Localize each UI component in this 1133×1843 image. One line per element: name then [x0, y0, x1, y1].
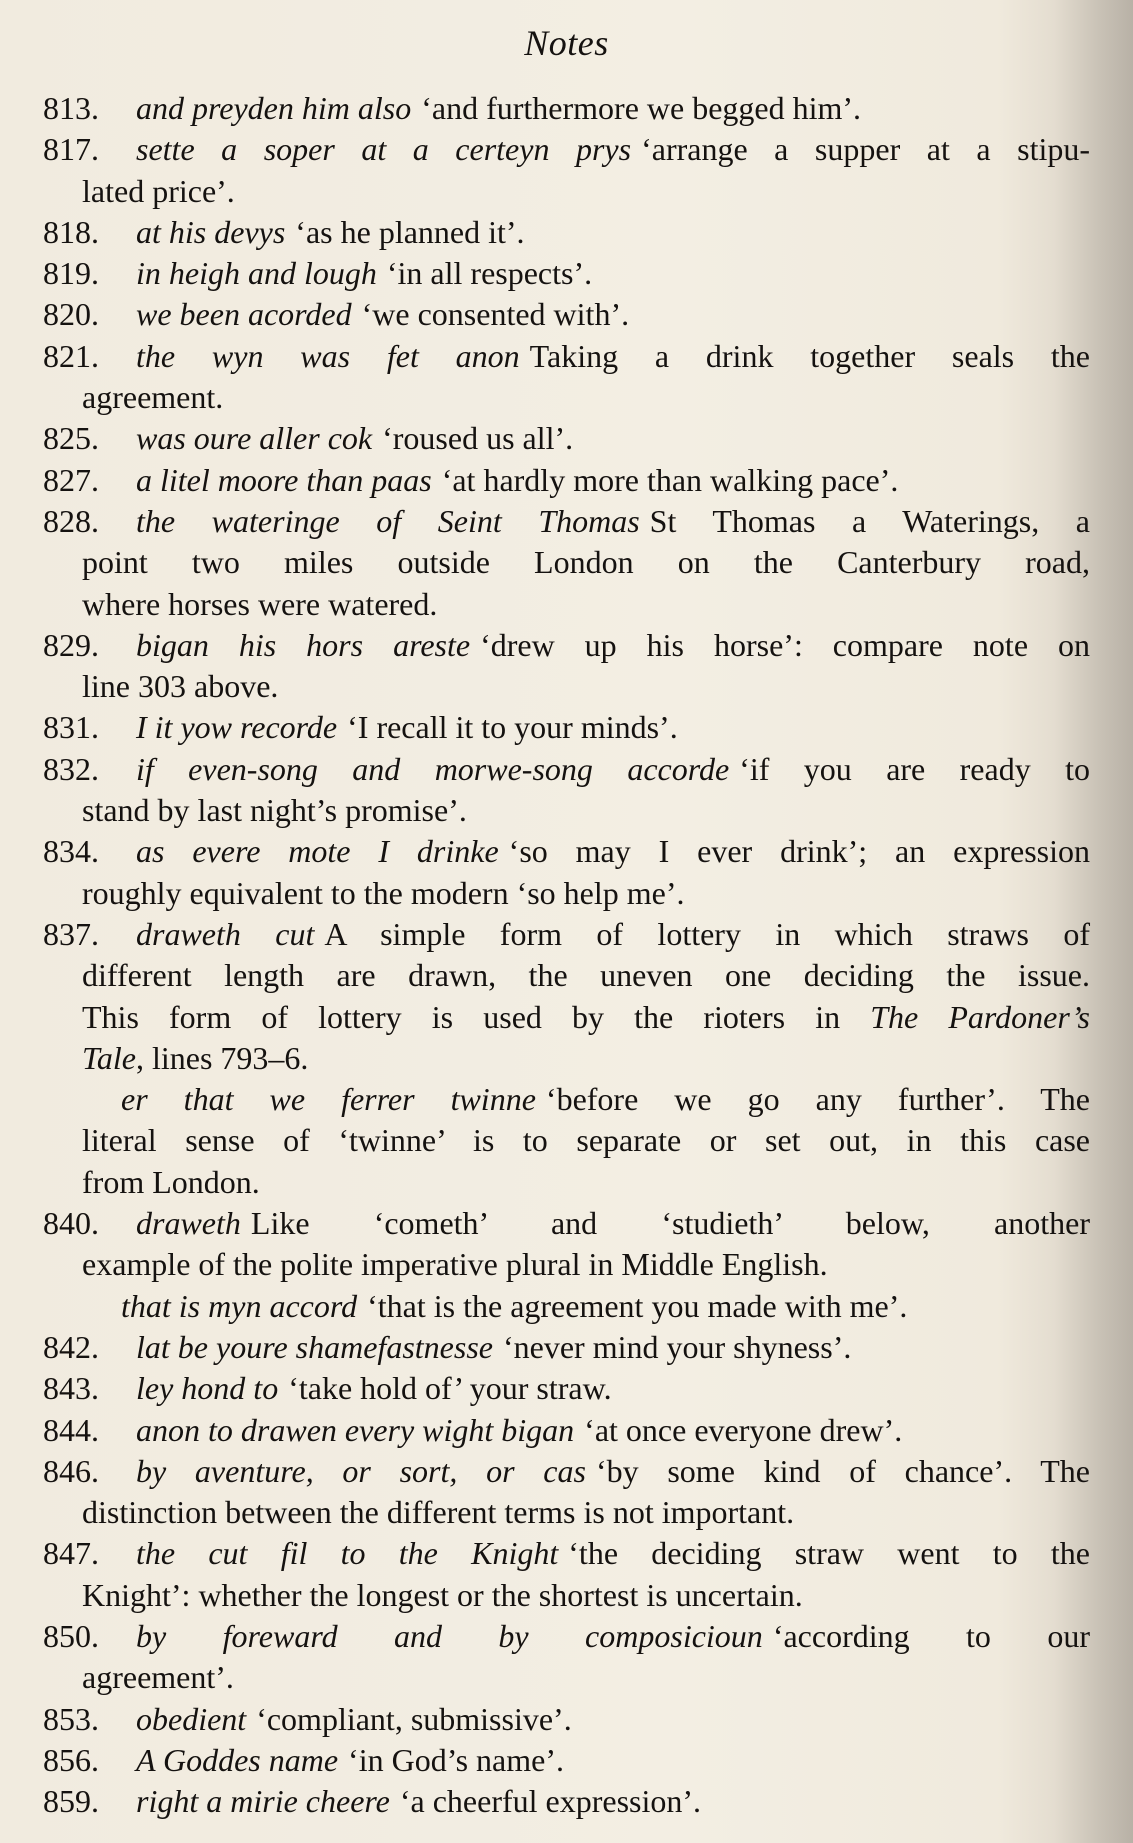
line-number: 842.: [43, 1328, 99, 1365]
note-line: [43, 1781, 1090, 1822]
middle-english-phrase: by foreward and by composicioun: [136, 1617, 763, 1654]
note-continuation-line: line 303 above.: [82, 668, 279, 705]
line-number: 813.: [43, 90, 99, 126]
note-continuation-line: different length are drawn, the uneven one deciding the issue.: [82, 957, 1090, 994]
note-entry: [43, 1616, 1090, 1699]
line-number: 834.: [43, 833, 99, 870]
page-title: Notes: [524, 23, 609, 63]
note-continuation-line: where horses were watered.: [82, 585, 438, 622]
line-number: 828.: [43, 502, 99, 539]
note-line: [43, 831, 1090, 872]
middle-english-phrase: draweth: [136, 1205, 241, 1242]
middle-english-phrase: at his devys: [136, 213, 286, 250]
note-continuation-line: distinction between the different terms is not important.: [82, 1494, 795, 1531]
line-number: 832.: [43, 750, 99, 787]
note-entry: [43, 1699, 1090, 1740]
note-line: [43, 294, 1090, 335]
note-line: [43, 1740, 1090, 1781]
note-line: [43, 418, 1090, 459]
note-continuation-line: Tale, lines 793–6.: [82, 1039, 309, 1076]
note-entry: [43, 1533, 1090, 1616]
middle-english-phrase: A Goddes name: [136, 1741, 339, 1778]
gloss-text: ‘at once everyone drew’.: [584, 1411, 903, 1448]
middle-english-phrase: the cut fil to the Knight: [136, 1535, 559, 1572]
line-number: 821.: [43, 337, 99, 374]
note-entry: [43, 707, 1090, 748]
gloss-text: ‘the deciding straw went to the: [568, 1535, 1090, 1572]
middle-english-phrase: the wateringe of Seint Thomas: [136, 502, 640, 539]
gloss-text: ‘in God’s name’.: [348, 1741, 564, 1778]
note-entry: [43, 831, 1090, 914]
note-line: [43, 1079, 1090, 1120]
note-line: [43, 88, 1090, 129]
gloss-text: ‘compliant, submissive’.: [256, 1700, 572, 1737]
gloss-text: ‘roused us all’.: [382, 420, 574, 457]
middle-english-phrase: that is myn accord: [121, 1287, 358, 1324]
gloss-text: ‘at hardly more than walking pace’.: [441, 461, 899, 498]
note-line: [43, 253, 1090, 294]
note-continuation-line: Knight’: whether the longest or the shortest is uncertain.: [82, 1576, 803, 1613]
middle-english-phrase: a litel moore than paas: [136, 461, 432, 498]
note-line: [43, 707, 1090, 748]
line-number: 847.: [43, 1535, 99, 1572]
gloss-text: ‘before we go any further’. The: [545, 1081, 1091, 1118]
note-line: [43, 1368, 1090, 1409]
line-number: 825.: [43, 420, 99, 457]
note-entry: [43, 501, 1090, 625]
notes-list: [43, 88, 1090, 1822]
note-entry: [43, 1781, 1090, 1822]
note-entry: [43, 294, 1090, 335]
gloss-text: ‘so may I ever drink’; an expression: [508, 833, 1091, 870]
line-number: 819.: [43, 255, 99, 292]
note-entry: [43, 1286, 1090, 1327]
note-entry: [43, 1203, 1090, 1286]
gloss-text: Like ‘cometh’ and ‘studieth’ below, another: [250, 1205, 1090, 1242]
note-line: [43, 501, 1090, 542]
line-number: 820.: [43, 296, 99, 333]
gloss-text: ‘that is the agreement you made with me’.: [367, 1287, 908, 1324]
note-line: [43, 914, 1090, 955]
gloss-text: Taking a drink together seals the: [529, 337, 1091, 374]
gloss-text: ‘drew up his horse’: compare note on: [480, 626, 1090, 663]
note-continuation-line: agreement.: [82, 379, 224, 416]
note-line: [43, 1410, 1090, 1451]
line-number: 853.: [43, 1700, 99, 1737]
middle-english-phrase: was oure aller cok: [136, 420, 373, 457]
middle-english-phrase: ley hond to: [136, 1370, 279, 1407]
middle-english-phrase: we been acorded: [136, 296, 352, 333]
gloss-text: A simple form of lottery in which straws of: [324, 915, 1091, 952]
note-entry: [43, 749, 1090, 832]
line-number: 831.: [43, 709, 99, 746]
line-number: 856.: [43, 1741, 99, 1778]
middle-english-phrase: as evere mote I drinke: [136, 833, 499, 870]
note-line: [43, 749, 1090, 790]
gloss-text: ‘and furthermore we begged him’.: [421, 90, 862, 126]
gloss-text: ‘never mind your shyness’.: [502, 1328, 852, 1365]
note-continuation-line: roughly equivalent to the modern ‘so help me’.: [82, 874, 685, 911]
note-entry: [43, 212, 1090, 253]
line-number: 840.: [43, 1205, 99, 1242]
note-continuation-line: literal sense of ‘twinne’ is to separate or set out, in this case: [82, 1122, 1090, 1159]
gloss-text: ‘if you are ready to: [739, 750, 1090, 787]
line-number: 817.: [43, 131, 99, 168]
note-entry: [43, 1368, 1090, 1409]
gloss-text: ‘according to our: [772, 1617, 1091, 1654]
note-entry: [43, 460, 1090, 501]
middle-english-phrase: if even-song and morwe-song accorde: [136, 750, 730, 787]
note-entry: [43, 418, 1090, 459]
italic-title: The Pardoner’s: [870, 998, 1091, 1035]
middle-english-phrase: obedient: [136, 1700, 247, 1737]
line-number: 844.: [43, 1411, 99, 1448]
gloss-text: ‘as he planned it’.: [295, 213, 525, 250]
note-entry: [43, 1327, 1090, 1368]
note-line: [43, 1327, 1090, 1368]
note-line: [43, 1451, 1090, 1492]
line-number: 843.: [43, 1370, 99, 1407]
gloss-text: ‘a cheerful expression’.: [399, 1783, 702, 1820]
line-number: 837.: [43, 915, 99, 952]
middle-english-phrase: the wyn was fet anon: [136, 337, 520, 374]
gloss-text: ‘take hold of’ your straw.: [288, 1370, 612, 1407]
note-entry: [43, 336, 1090, 419]
gloss-text: ‘in all respects’.: [386, 255, 593, 292]
line-number: 827.: [43, 461, 99, 498]
middle-english-phrase: draweth cut: [136, 915, 315, 952]
gloss-text: St Thomas a Waterings, a: [649, 502, 1090, 539]
note-entry: [43, 1451, 1090, 1534]
middle-english-phrase: right a mirie cheere: [136, 1783, 390, 1820]
italic-title: Tale: [82, 1039, 136, 1076]
note-line: [43, 1286, 1090, 1327]
note-continuation-line: stand by last night’s promise’.: [82, 792, 467, 829]
gloss-text: ‘we consented with’.: [361, 296, 630, 333]
line-number: 818.: [43, 213, 99, 250]
note-line: [43, 1699, 1090, 1740]
gloss-text: ‘I recall it to your minds’.: [347, 709, 678, 746]
note-entry: [43, 1740, 1090, 1781]
note-line: [43, 625, 1090, 666]
middle-english-phrase: and preyden him also: [136, 90, 412, 126]
line-number: 850.: [43, 1617, 99, 1654]
note-continuation-line: point two miles outside London on the Canterbury road,: [82, 544, 1090, 581]
note-line: [43, 336, 1090, 377]
note-entry: [43, 253, 1090, 294]
gloss-text: ‘arrange a supper at a stipu-: [641, 131, 1091, 168]
note-line: [43, 129, 1090, 170]
line-number: 846.: [43, 1452, 99, 1489]
line-number: 859.: [43, 1783, 99, 1820]
gloss-text: ‘by some kind of chance’. The: [595, 1452, 1091, 1489]
middle-english-phrase: er that we ferrer twinne: [121, 1081, 536, 1118]
middle-english-phrase: I it yow recorde: [136, 709, 338, 746]
middle-english-phrase: by aventure, or sort, or cas: [136, 1452, 586, 1489]
note-continuation-line: agreement’.: [82, 1659, 234, 1696]
middle-english-phrase: anon to drawen every wight bigan: [136, 1411, 575, 1448]
note-continuation-line: lated price’.: [82, 172, 235, 209]
note-line: [43, 212, 1090, 253]
note-entry: [43, 129, 1090, 212]
note-continuation-line: example of the polite imperative plural in Middle English.: [82, 1246, 828, 1283]
note-line: [43, 1616, 1090, 1657]
middle-english-phrase: sette a soper at a certeyn prys: [136, 131, 632, 168]
note-entry: [43, 88, 1090, 129]
middle-english-phrase: bigan his hors areste: [136, 626, 471, 663]
note-entry: [43, 625, 1090, 708]
middle-english-phrase: lat be youre shamefastnesse: [136, 1328, 493, 1365]
note-entry: [43, 1079, 1090, 1203]
note-line: [43, 1533, 1090, 1574]
note-entry: [43, 1410, 1090, 1451]
note-entry: [43, 914, 1090, 1079]
note-line: [43, 460, 1090, 501]
line-number: 829.: [43, 626, 99, 663]
middle-english-phrase: in heigh and lough: [136, 255, 377, 292]
note-continuation-line: This form of lottery is used by the rioters in The Pardoner’s: [82, 998, 1091, 1035]
note-continuation-line: from London.: [82, 1163, 260, 1200]
note-line: [43, 1203, 1090, 1244]
